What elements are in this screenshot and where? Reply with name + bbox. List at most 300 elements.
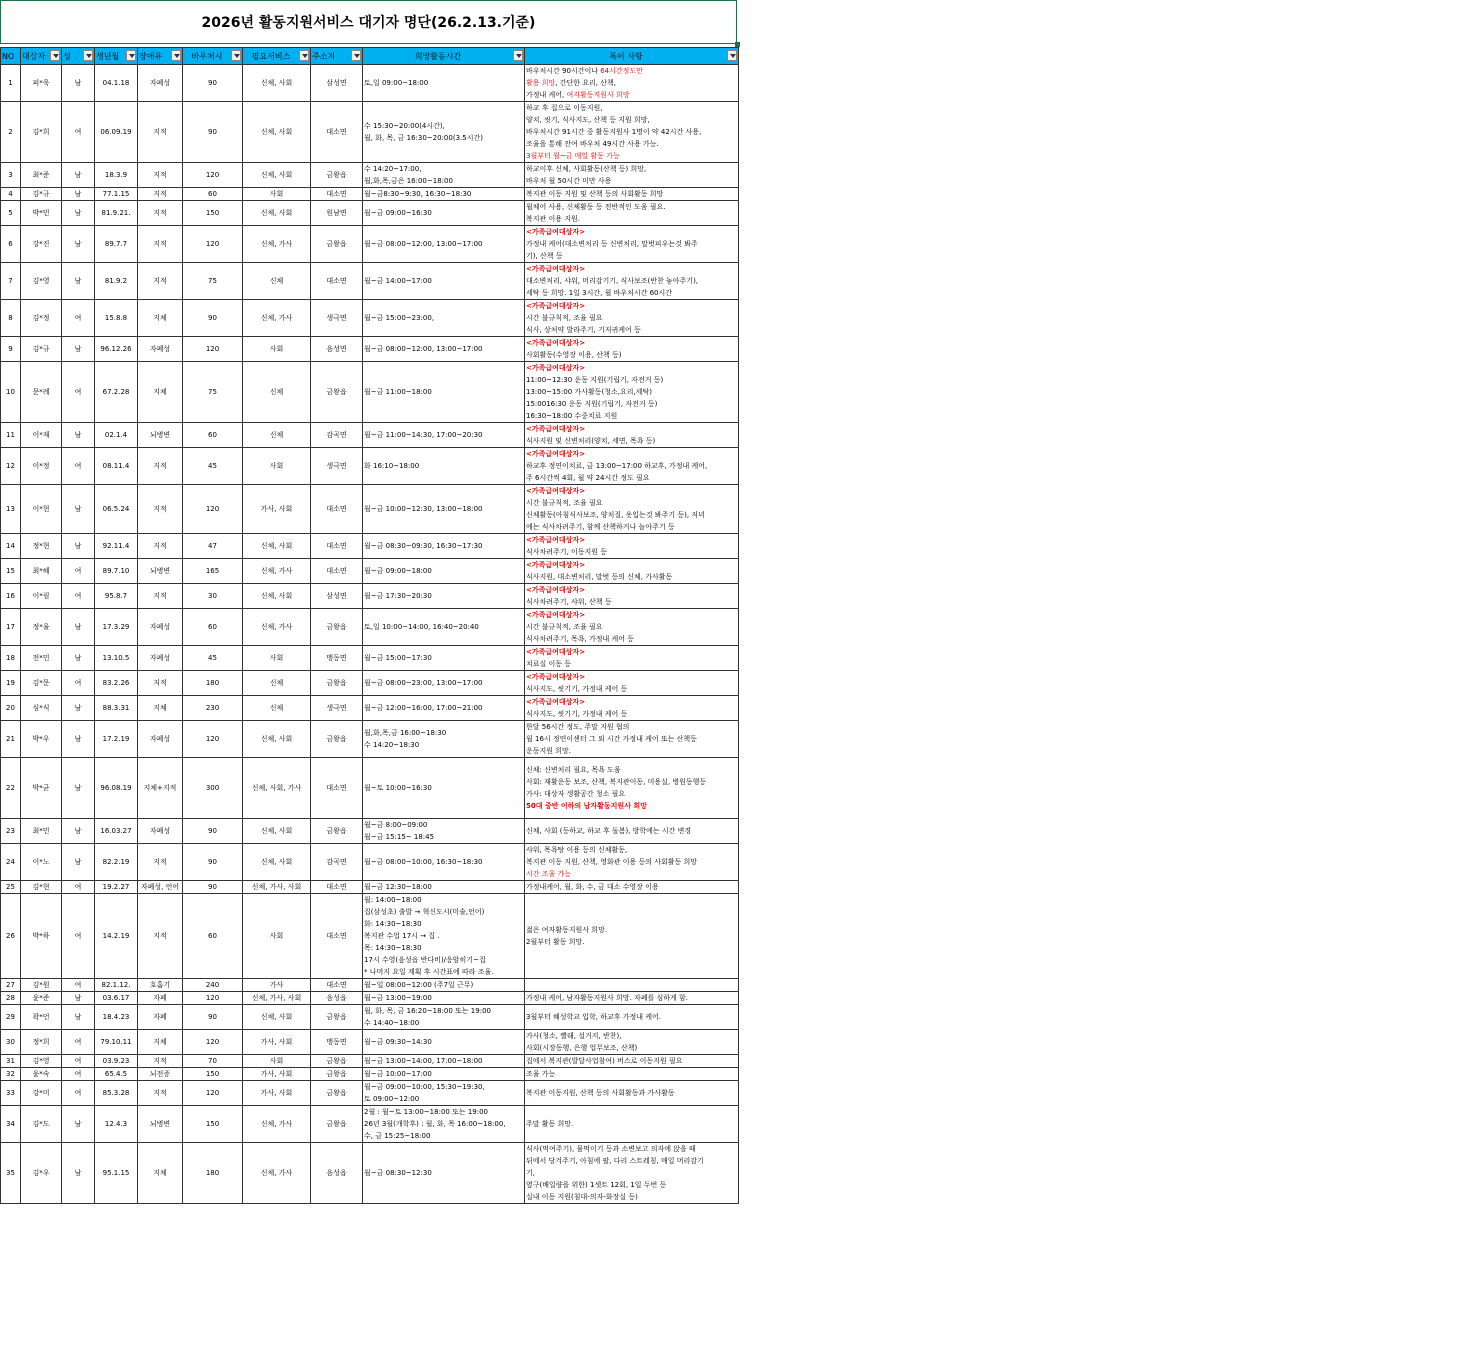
cell-birth[interactable]: 06.09.19: [95, 102, 138, 163]
cell-time[interactable]: 월, 화, 목, 금 16:20~18:00 또는 19:00 수 14:40~18:00: [363, 1005, 525, 1030]
cell-no[interactable]: 11: [1, 423, 21, 448]
cell-time[interactable]: 토,일 10:00~14:00, 16:40~20:40: [363, 609, 525, 646]
cell-time[interactable]: 월~금 08:30~09:30, 16:30~17:30: [363, 534, 525, 559]
cell-voucher[interactable]: 90: [183, 300, 243, 337]
cell-name[interactable]: 김*정: [21, 300, 62, 337]
cell-address[interactable]: 금왕읍: [311, 819, 363, 844]
cell-birth[interactable]: 95.1.15: [95, 1143, 138, 1204]
cell-note[interactable]: [525, 844, 739, 881]
cell-service[interactable]: 신체, 사회: [243, 721, 311, 758]
cell-address[interactable]: 금왕읍: [311, 1055, 363, 1068]
title-cell[interactable]: [0, 0, 737, 44]
cell-sex[interactable]: 남: [62, 201, 95, 226]
cell-time[interactable]: 월~금 15:00~23:00,: [363, 300, 525, 337]
cell-no[interactable]: 14: [1, 534, 21, 559]
cell-service[interactable]: 사회: [243, 646, 311, 671]
cell-voucher[interactable]: 75: [183, 263, 243, 300]
cell-note[interactable]: [525, 1030, 739, 1055]
cell-name[interactable]: 김*희: [21, 102, 62, 163]
cell-disability[interactable]: 자폐성: [138, 721, 183, 758]
cell-sex[interactable]: 여: [62, 1068, 95, 1081]
cell-service[interactable]: 사회: [243, 337, 311, 362]
cell-disability[interactable]: 지적: [138, 1081, 183, 1106]
filter-dropdown-icon[interactable]: [351, 50, 361, 61]
cell-name[interactable]: 윤*숙: [21, 1068, 62, 1081]
cell-birth[interactable]: 02.1.4: [95, 423, 138, 448]
cell-no[interactable]: 8: [1, 300, 21, 337]
cell-time[interactable]: 2월 : 월~토 13:00~18:00 또는 19:00 26년 3월(개학후) : 월, 화, 목 16:00~18:00, 수, 금 15:25~18:00: [363, 1106, 525, 1143]
cell-voucher[interactable]: 47: [183, 534, 243, 559]
cell-name[interactable]: 강*진: [21, 226, 62, 263]
cell-voucher[interactable]: 60: [183, 188, 243, 201]
cell-no[interactable]: 18: [1, 646, 21, 671]
cell-disability[interactable]: 지적: [138, 188, 183, 201]
cell-name[interactable]: 김*영: [21, 1055, 62, 1068]
cell-birth[interactable]: 14.2.19: [95, 894, 138, 979]
cell-no[interactable]: 31: [1, 1055, 21, 1068]
cell-note[interactable]: [525, 1143, 739, 1204]
cell-sex[interactable]: 여: [62, 1081, 95, 1106]
cell-note[interactable]: [525, 819, 739, 844]
cell-name[interactable]: 최*혜: [21, 559, 62, 584]
cell-name[interactable]: 김*현: [21, 881, 62, 894]
cell-sex[interactable]: 여: [62, 1055, 95, 1068]
cell-note[interactable]: [525, 226, 739, 263]
cell-time[interactable]: 월~일 08:00~12:00 (주7일 근무): [363, 979, 525, 992]
cell-note[interactable]: [525, 894, 739, 979]
cell-time[interactable]: 월~금 14:00~17:00: [363, 263, 525, 300]
cell-name[interactable]: 박*하: [21, 894, 62, 979]
cell-voucher[interactable]: 90: [183, 819, 243, 844]
cell-time[interactable]: 월~금 10:00~12:30, 13:00~18:00: [363, 485, 525, 534]
cell-note[interactable]: [525, 102, 739, 163]
cell-time[interactable]: 월~금 15:00~17:30: [363, 646, 525, 671]
cell-disability[interactable]: 지체: [138, 1030, 183, 1055]
cell-time[interactable]: 월~토 10:00~16:30: [363, 758, 525, 819]
cell-name[interactable]: 정*현: [21, 534, 62, 559]
cell-name[interactable]: 이*정: [21, 448, 62, 485]
cell-time[interactable]: 월~금 09:30~14:30: [363, 1030, 525, 1055]
cell-sex[interactable]: 여: [62, 894, 95, 979]
cell-service[interactable]: 신체, 사회: [243, 201, 311, 226]
cell-birth[interactable]: 15.8.8: [95, 300, 138, 337]
cell-note[interactable]: [525, 584, 739, 609]
column-header-service[interactable]: [243, 48, 311, 65]
cell-no[interactable]: 5: [1, 201, 21, 226]
cell-name[interactable]: 전*민: [21, 646, 62, 671]
cell-address[interactable]: 금왕읍: [311, 1106, 363, 1143]
filter-dropdown-icon[interactable]: [126, 50, 136, 61]
cell-disability[interactable]: 자폐: [138, 1005, 183, 1030]
cell-no[interactable]: 15: [1, 559, 21, 584]
cell-birth[interactable]: 12.4.3: [95, 1106, 138, 1143]
cell-no[interactable]: 23: [1, 819, 21, 844]
cell-time[interactable]: 월~금 09:00~18:00: [363, 559, 525, 584]
cell-no[interactable]: 19: [1, 671, 21, 696]
cell-sex[interactable]: 남: [62, 534, 95, 559]
cell-voucher[interactable]: 90: [183, 1005, 243, 1030]
cell-voucher[interactable]: 120: [183, 992, 243, 1005]
cell-voucher[interactable]: 60: [183, 423, 243, 448]
column-header-address[interactable]: [311, 48, 363, 65]
cell-service[interactable]: 신체: [243, 423, 311, 448]
cell-voucher[interactable]: 75: [183, 362, 243, 423]
cell-disability[interactable]: 지체: [138, 362, 183, 423]
column-header-note[interactable]: [525, 48, 739, 65]
cell-voucher[interactable]: 60: [183, 609, 243, 646]
cell-birth[interactable]: 79.10.11: [95, 1030, 138, 1055]
cell-note[interactable]: [525, 534, 739, 559]
cell-address[interactable]: 음성읍: [311, 1143, 363, 1204]
cell-note[interactable]: [525, 1055, 739, 1068]
cell-birth[interactable]: 92.11.4: [95, 534, 138, 559]
cell-name[interactable]: 이*현: [21, 485, 62, 534]
cell-birth[interactable]: 03.6.17: [95, 992, 138, 1005]
cell-note[interactable]: [525, 1068, 739, 1081]
cell-address[interactable]: 음성면: [311, 337, 363, 362]
cell-voucher[interactable]: 70: [183, 1055, 243, 1068]
cell-address[interactable]: 금왕읍: [311, 226, 363, 263]
cell-name[interactable]: 김*원: [21, 979, 62, 992]
cell-address[interactable]: 생극면: [311, 300, 363, 337]
cell-voucher[interactable]: 30: [183, 584, 243, 609]
cell-voucher[interactable]: 150: [183, 1106, 243, 1143]
cell-service[interactable]: 신체, 사회: [243, 102, 311, 163]
cell-no[interactable]: 34: [1, 1106, 21, 1143]
cell-address[interactable]: 감곡면: [311, 844, 363, 881]
cell-service[interactable]: 신체, 가사: [243, 1106, 311, 1143]
cell-voucher[interactable]: 180: [183, 1143, 243, 1204]
cell-birth[interactable]: 65.4.5: [95, 1068, 138, 1081]
cell-name[interactable]: 정*율: [21, 609, 62, 646]
cell-disability[interactable]: 뇌병변: [138, 1106, 183, 1143]
cell-service[interactable]: 가사, 사회: [243, 1030, 311, 1055]
cell-note[interactable]: [525, 559, 739, 584]
cell-birth[interactable]: 17.2.19: [95, 721, 138, 758]
cell-address[interactable]: 생극면: [311, 448, 363, 485]
cell-service[interactable]: 신체, 사회: [243, 534, 311, 559]
cell-sex[interactable]: 남: [62, 65, 95, 102]
cell-time[interactable]: 월~금 12:30~18:00: [363, 881, 525, 894]
cell-voucher[interactable]: 120: [183, 485, 243, 534]
cell-note[interactable]: [525, 337, 739, 362]
column-header-no[interactable]: [1, 48, 21, 65]
cell-note[interactable]: [525, 485, 739, 534]
cell-time[interactable]: 월~금 08:00~23:00, 13:00~17:00: [363, 671, 525, 696]
cell-name[interactable]: 김*문: [21, 671, 62, 696]
cell-note[interactable]: [525, 758, 739, 819]
cell-disability[interactable]: 자폐성: [138, 819, 183, 844]
cell-disability[interactable]: 뇌병변: [138, 423, 183, 448]
cell-note[interactable]: [525, 1081, 739, 1106]
cell-address[interactable]: 맹동면: [311, 646, 363, 671]
cell-voucher[interactable]: 150: [183, 201, 243, 226]
cell-voucher[interactable]: 150: [183, 1068, 243, 1081]
cell-voucher[interactable]: 45: [183, 448, 243, 485]
cell-birth[interactable]: 13.10.5: [95, 646, 138, 671]
cell-address[interactable]: 대소면: [311, 534, 363, 559]
cell-no[interactable]: 4: [1, 188, 21, 201]
cell-service[interactable]: 신체, 가사: [243, 1143, 311, 1204]
cell-disability[interactable]: 자폐성: [138, 65, 183, 102]
cell-note[interactable]: [525, 300, 739, 337]
cell-address[interactable]: 대소면: [311, 894, 363, 979]
cell-no[interactable]: 3: [1, 163, 21, 188]
cell-disability[interactable]: 호흡기: [138, 979, 183, 992]
cell-birth[interactable]: 18.4.23: [95, 1005, 138, 1030]
cell-note[interactable]: [525, 696, 739, 721]
cell-name[interactable]: 박*우: [21, 721, 62, 758]
filter-dropdown-icon[interactable]: [50, 50, 60, 61]
cell-sex[interactable]: 남: [62, 992, 95, 1005]
cell-address[interactable]: 금왕읍: [311, 1005, 363, 1030]
cell-time[interactable]: 월~금 08:00~10:00, 16:30~18:30: [363, 844, 525, 881]
filter-dropdown-icon[interactable]: [299, 50, 309, 61]
cell-voucher[interactable]: 90: [183, 102, 243, 163]
cell-service[interactable]: 신체: [243, 362, 311, 423]
cell-no[interactable]: 26: [1, 894, 21, 979]
cell-voucher[interactable]: 90: [183, 881, 243, 894]
cell-disability[interactable]: 자폐성, 언어: [138, 881, 183, 894]
cell-birth[interactable]: 82.2.19: [95, 844, 138, 881]
cell-time[interactable]: 월~금 13:00~14:00, 17:00~18:00: [363, 1055, 525, 1068]
cell-disability[interactable]: 지체: [138, 696, 183, 721]
filter-dropdown-icon[interactable]: [727, 50, 737, 61]
cell-name[interactable]: 이*림: [21, 584, 62, 609]
cell-service[interactable]: 신체: [243, 696, 311, 721]
cell-time[interactable]: 월~금 11:00~14:30, 17:00~20:30: [363, 423, 525, 448]
cell-sex[interactable]: 남: [62, 1106, 95, 1143]
cell-address[interactable]: 맹동면: [311, 1030, 363, 1055]
cell-disability[interactable]: 지적: [138, 844, 183, 881]
cell-service[interactable]: 신체, 가사: [243, 609, 311, 646]
filter-dropdown-icon[interactable]: [513, 50, 523, 61]
cell-sex[interactable]: 남: [62, 819, 95, 844]
cell-note[interactable]: [525, 992, 739, 1005]
cell-disability[interactable]: 지적: [138, 201, 183, 226]
cell-note[interactable]: [525, 721, 739, 758]
cell-no[interactable]: 21: [1, 721, 21, 758]
cell-disability[interactable]: 자폐: [138, 992, 183, 1005]
cell-voucher[interactable]: 120: [183, 1081, 243, 1106]
cell-service[interactable]: 신체, 가사: [243, 300, 311, 337]
cell-sex[interactable]: 남: [62, 188, 95, 201]
cell-disability[interactable]: 자폐성: [138, 646, 183, 671]
cell-sex[interactable]: 여: [62, 881, 95, 894]
cell-note[interactable]: [525, 163, 739, 188]
cell-time[interactable]: 월~금 08:00~12:00, 13:00~17:00: [363, 337, 525, 362]
cell-service[interactable]: 사회: [243, 448, 311, 485]
cell-time[interactable]: 월~금 09:00~16:30: [363, 201, 525, 226]
cell-service[interactable]: 가사, 사회: [243, 485, 311, 534]
cell-birth[interactable]: 04.1.18: [95, 65, 138, 102]
cell-name[interactable]: 박*균: [21, 758, 62, 819]
cell-name[interactable]: 심*식: [21, 696, 62, 721]
cell-birth[interactable]: 88.3.31: [95, 696, 138, 721]
cell-time[interactable]: 월~금 09:00~10:00, 15:30~19:30, 토 09:00~12:00: [363, 1081, 525, 1106]
cell-address[interactable]: 삼성면: [311, 584, 363, 609]
cell-no[interactable]: 20: [1, 696, 21, 721]
cell-voucher[interactable]: 120: [183, 163, 243, 188]
cell-service[interactable]: 사회: [243, 188, 311, 201]
cell-voucher[interactable]: 300: [183, 758, 243, 819]
cell-time[interactable]: 월~금 11:00~18:00: [363, 362, 525, 423]
cell-address[interactable]: 금왕읍: [311, 362, 363, 423]
cell-birth[interactable]: 03.9.23: [95, 1055, 138, 1068]
column-header-name[interactable]: [21, 48, 62, 65]
cell-time[interactable]: 월~금 17:30~20:30: [363, 584, 525, 609]
cell-sex[interactable]: 남: [62, 226, 95, 263]
cell-time[interactable]: 월~금 10:00~17:00: [363, 1068, 525, 1081]
cell-address[interactable]: 생극면: [311, 696, 363, 721]
cell-disability[interactable]: 지체: [138, 1143, 183, 1204]
cell-birth[interactable]: 81.9.21.: [95, 201, 138, 226]
column-header-voucher[interactable]: [183, 48, 243, 65]
cell-voucher[interactable]: 180: [183, 671, 243, 696]
cell-note[interactable]: [525, 1005, 739, 1030]
cell-voucher[interactable]: 120: [183, 337, 243, 362]
cell-voucher[interactable]: 120: [183, 226, 243, 263]
cell-no[interactable]: 32: [1, 1068, 21, 1081]
cell-sex[interactable]: 남: [62, 646, 95, 671]
cell-time[interactable]: 월: 14:00~18:00 집(삼성초) 출발 → 혁신도시(미술,언어) 화: 14:30~18:30 복지관 수업 17시 → 집 . 목: 14:30~18:30 17시 수영(음성읍 반다비)/응암히기~집 * 나머지 요일 계획 후 시간표에 따라 조율.: [363, 894, 525, 979]
cell-disability[interactable]: 지적: [138, 485, 183, 534]
column-header-birth[interactable]: [95, 48, 138, 65]
cell-address[interactable]: 대소면: [311, 881, 363, 894]
cell-birth[interactable]: 19.2.27: [95, 881, 138, 894]
cell-name[interactable]: 김*우: [21, 1143, 62, 1204]
cell-address[interactable]: 대소면: [311, 559, 363, 584]
cell-address[interactable]: 감곡면: [311, 423, 363, 448]
cell-time[interactable]: 월~금 08:00~12:00, 13:00~17:00: [363, 226, 525, 263]
cell-disability[interactable]: 뇌병변: [138, 559, 183, 584]
cell-no[interactable]: 1: [1, 65, 21, 102]
cell-no[interactable]: 24: [1, 844, 21, 881]
cell-birth[interactable]: 96.12.26: [95, 337, 138, 362]
cell-voucher[interactable]: 165: [183, 559, 243, 584]
cell-time[interactable]: 월~금 13:00~19:00: [363, 992, 525, 1005]
cell-birth[interactable]: 85.3.28: [95, 1081, 138, 1106]
cell-service[interactable]: 신체, 사회: [243, 65, 311, 102]
cell-note[interactable]: [525, 65, 739, 102]
cell-birth[interactable]: 67.2.28: [95, 362, 138, 423]
cell-no[interactable]: 7: [1, 263, 21, 300]
cell-birth[interactable]: 18.3.9: [95, 163, 138, 188]
cell-sex[interactable]: 여: [62, 584, 95, 609]
cell-sex[interactable]: 남: [62, 485, 95, 534]
cell-address[interactable]: 금왕읍: [311, 609, 363, 646]
cell-disability[interactable]: 지적: [138, 534, 183, 559]
cell-birth[interactable]: 83.2.26: [95, 671, 138, 696]
cell-disability[interactable]: 자폐성: [138, 337, 183, 362]
cell-birth[interactable]: 96.08.19: [95, 758, 138, 819]
cell-address[interactable]: 금왕읍: [311, 671, 363, 696]
cell-birth[interactable]: 82.1.12.: [95, 979, 138, 992]
cell-name[interactable]: 윤*준: [21, 992, 62, 1005]
column-header-sex[interactable]: [62, 48, 95, 65]
cell-note[interactable]: [525, 263, 739, 300]
cell-service[interactable]: 신체, 사회: [243, 163, 311, 188]
cell-note[interactable]: [525, 423, 739, 448]
cell-birth[interactable]: 16.03.27: [95, 819, 138, 844]
cell-no[interactable]: 29: [1, 1005, 21, 1030]
cell-sex[interactable]: 남: [62, 337, 95, 362]
cell-sex[interactable]: 여: [62, 448, 95, 485]
cell-birth[interactable]: 77.1.15: [95, 188, 138, 201]
cell-address[interactable]: 삼성면: [311, 65, 363, 102]
cell-voucher[interactable]: 60: [183, 894, 243, 979]
column-header-time[interactable]: [363, 48, 525, 65]
filter-dropdown-icon[interactable]: [231, 50, 241, 61]
cell-time[interactable]: 수 14:20~17:00, 월,화,목,금은 16:00~18:00: [363, 163, 525, 188]
cell-no[interactable]: 6: [1, 226, 21, 263]
cell-note[interactable]: [525, 448, 739, 485]
cell-service[interactable]: 가사, 사회: [243, 1068, 311, 1081]
cell-service[interactable]: 가사, 사회: [243, 1081, 311, 1106]
cell-disability[interactable]: 지체+지적: [138, 758, 183, 819]
cell-sex[interactable]: 남: [62, 609, 95, 646]
cell-name[interactable]: 이*재: [21, 423, 62, 448]
cell-name[interactable]: 김*영: [21, 263, 62, 300]
cell-sex[interactable]: 여: [62, 102, 95, 163]
cell-disability[interactable]: 지적: [138, 894, 183, 979]
cell-service[interactable]: 신체, 가사, 사회: [243, 992, 311, 1005]
cell-time[interactable]: 월~금 08:30~12:30: [363, 1143, 525, 1204]
cell-no[interactable]: 25: [1, 881, 21, 894]
cell-sex[interactable]: 남: [62, 758, 95, 819]
cell-service[interactable]: 신체, 가사: [243, 226, 311, 263]
cell-no[interactable]: 35: [1, 1143, 21, 1204]
cell-no[interactable]: 33: [1, 1081, 21, 1106]
cell-disability[interactable]: 지적: [138, 1055, 183, 1068]
cell-address[interactable]: 금왕읍: [311, 163, 363, 188]
cell-sex[interactable]: 여: [62, 1030, 95, 1055]
filter-dropdown-icon[interactable]: [171, 50, 181, 61]
cell-note[interactable]: [525, 881, 739, 894]
column-header-disability[interactable]: [138, 48, 183, 65]
cell-disability[interactable]: 지적: [138, 226, 183, 263]
cell-address[interactable]: 대소면: [311, 102, 363, 163]
cell-address[interactable]: 금왕읍: [311, 1068, 363, 1081]
cell-sex[interactable]: 여: [62, 979, 95, 992]
cell-name[interactable]: 최*준: [21, 163, 62, 188]
cell-no[interactable]: 10: [1, 362, 21, 423]
cell-service[interactable]: 사회: [243, 894, 311, 979]
cell-address[interactable]: 음성읍: [311, 992, 363, 1005]
cell-note[interactable]: [525, 646, 739, 671]
cell-disability[interactable]: 지체: [138, 300, 183, 337]
cell-no[interactable]: 22: [1, 758, 21, 819]
cell-service[interactable]: 사회: [243, 1055, 311, 1068]
cell-time[interactable]: 화 16:10~18:00: [363, 448, 525, 485]
cell-no[interactable]: 2: [1, 102, 21, 163]
cell-service[interactable]: 신체: [243, 263, 311, 300]
cell-name[interactable]: 김*도: [21, 1106, 62, 1143]
cell-service[interactable]: 신체, 사회: [243, 844, 311, 881]
cell-service[interactable]: 신체, 사회: [243, 584, 311, 609]
cell-sex[interactable]: 남: [62, 263, 95, 300]
cell-disability[interactable]: 자폐성: [138, 609, 183, 646]
cell-address[interactable]: 원남면: [311, 201, 363, 226]
cell-voucher[interactable]: 120: [183, 721, 243, 758]
cell-address[interactable]: 금왕읍: [311, 1081, 363, 1106]
cell-sex[interactable]: 여: [62, 300, 95, 337]
cell-sex[interactable]: 남: [62, 844, 95, 881]
cell-time[interactable]: 월~금 8:00~09:00 월~금 15:15~ 18:45: [363, 819, 525, 844]
cell-no[interactable]: 9: [1, 337, 21, 362]
cell-birth[interactable]: 06.5.24: [95, 485, 138, 534]
cell-sex[interactable]: 남: [62, 163, 95, 188]
